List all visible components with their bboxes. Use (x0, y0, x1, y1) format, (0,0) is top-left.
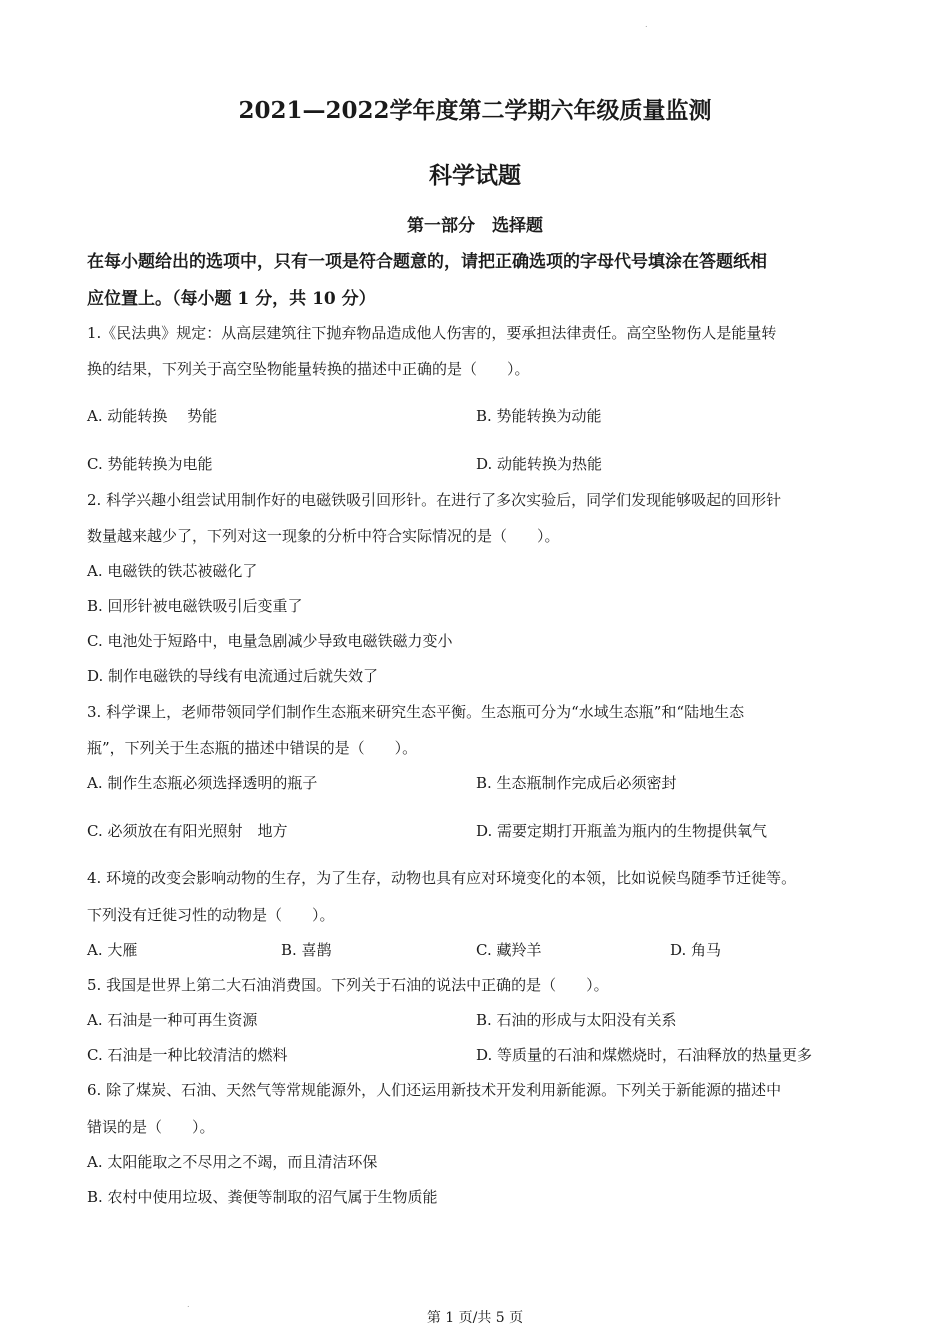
question-6-stem-line-2: 错误的是（ ）。 (87, 1118, 215, 1136)
question-2-option-d: D. 制作电磁铁的导线有电流通过后就失效了 (87, 667, 379, 685)
question-1-stem-line-2: 换的结果，下列关于高空坠物能量转换的描述中正确的是（ ）。 (87, 360, 530, 378)
question-4-option-a: A. 大雁 (87, 941, 138, 959)
question-3-option-a: A. 制作生态瓶必须选择透明的瓶子 (87, 774, 318, 792)
question-1-option-c: C. 势能转换为电能 (87, 455, 213, 473)
question-4-option-d: D. 角马 (670, 941, 722, 959)
question-1-stem-line-1: 1.《民法典》规定：从高层建筑往下抛弃物品造成他人伤害的，要承担法律责任。高空坠物伤人是能量转 (87, 324, 777, 342)
question-3-option-b: B. 生态瓶制作完成后必须密封 (476, 774, 677, 792)
question-1-option-b: B. 势能转换为动能 (476, 407, 602, 425)
question-6-stem-line-1: 6. 除了煤炭、石油、天然气等常规能源外，人们还运用新技术开发利用新能源。下列关于新能源的描述中 (87, 1081, 782, 1099)
instruction-line-1: 在每小题给出的选项中，只有一项是符合题意的，请把正确选项的字母代号填涂在答题纸相 (87, 252, 767, 272)
question-3-option-c: C. 必须放在有阳光照射 地方 (87, 822, 288, 840)
question-1-option-a: A. 动能转换 势能 (87, 407, 218, 425)
question-1-option-d: D. 动能转换为热能 (476, 455, 603, 473)
question-6-option-b: B. 农村中使用垃圾、粪便等制取的沼气属于生物质能 (87, 1188, 438, 1206)
exam-title: 2021—2022学年度第二学期六年级质量监测 (238, 97, 712, 124)
question-6-option-a: A. 太阳能取之不尽用之不竭，而且清洁环保 (87, 1153, 378, 1171)
question-3-stem-line-1: 3. 科学课上，老师带领同学们制作生态瓶来研究生态平衡。生态瓶可分为“水域生态瓶”和“陆地生态 (87, 703, 745, 721)
question-4-stem-line-1: 4. 环境的改变会影响动物的生存，为了生存，动物也具有应对环境变化的本领，比如说候鸟随季节迁徙等。 (87, 869, 797, 887)
question-5-option-c: C. 石油是一种比较清洁的燃料 (87, 1046, 288, 1064)
question-2-stem-line-2: 数量越来越少了，下列对这一现象的分析中符合实际情况的是（ ）。 (87, 527, 560, 545)
question-4-option-c: C. 藏羚羊 (476, 941, 542, 959)
question-5-option-a: A. 石油是一种可再生资源 (87, 1011, 258, 1029)
corner-mark: . (645, 20, 648, 29)
exam-subtitle: 科学试题 (429, 162, 521, 189)
question-2-option-b: B. 回形针被电磁铁吸引后变重了 (87, 597, 303, 615)
question-4-option-b: B. 喜鹊 (281, 941, 332, 959)
question-5-option-b: B. 石油的形成与太阳没有关系 (476, 1011, 677, 1029)
question-5-option-d: D. 等质量的石油和煤燃烧时，石油释放的热量更多 (476, 1046, 813, 1064)
question-3-stem-line-2: 瓶”，下列关于生态瓶的描述中错误的是（ ）。 (87, 739, 418, 757)
instruction-line-2: 应位置上。（每小题 1 分，共 10 分） (87, 289, 376, 309)
question-2-option-a: A. 电磁铁的铁芯被磁化了 (87, 562, 258, 580)
page-number: 第 1 页/共 5 页 (426, 1310, 524, 1326)
question-2-stem-line-1: 2. 科学兴趣小组尝试用制作好的电磁铁吸引回形针。在进行了多次实验后，同学们发现能够吸起的回形针 (87, 491, 782, 509)
question-2-option-c: C. 电池处于短路中，电量急剧减少导致电磁铁磁力变小 (87, 632, 453, 650)
question-3-option-d: D. 需要定期打开瓶盖为瓶内的生物提供氧气 (476, 822, 768, 840)
question-4-stem-line-2: 下列没有迁徙习性的动物是（ ）。 (87, 906, 335, 924)
question-5-stem-line-1: 5. 我国是世界上第二大石油消费国。下列关于石油的说法中正确的是（ ）。 (87, 976, 609, 994)
footer-mark: . (187, 1300, 190, 1309)
section-heading: 第一部分 选择题 (407, 216, 543, 236)
